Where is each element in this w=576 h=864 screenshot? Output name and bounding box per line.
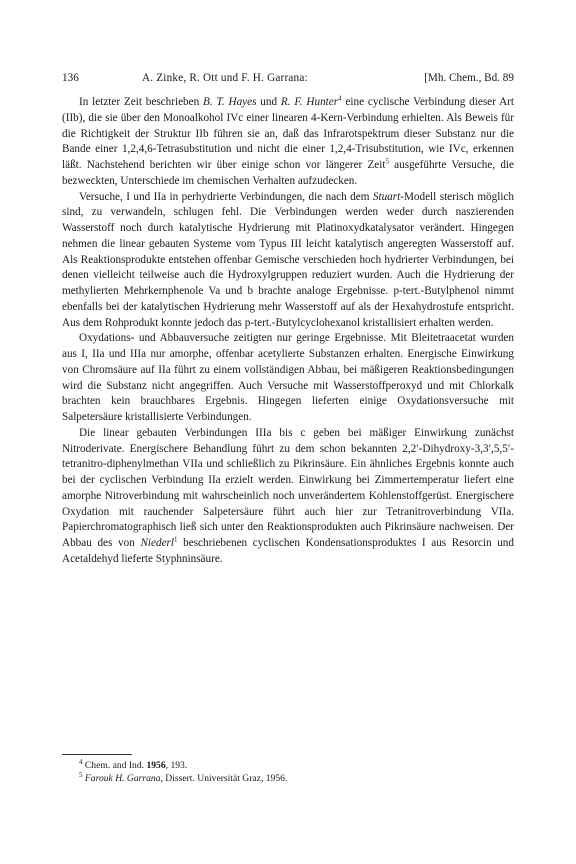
text-run: und <box>256 96 281 108</box>
text-run: Oxydations- und Abbauversuche zeitigten nur geringe Ergebnisse. Mit Bleitetraacetat wurden aus I, IIa und IIIa nur amorphe, offenbar acetylierte Substanzen erhalten. Energische Einwirkung von Chromsäure auf IIa führt zu einem vollständigen Abbau, bei mäßigeren Reaktionsbedingungen wird die Substanz nicht angegriffen. Auch Versuche mit Wasserstoffperoxyd und mit Chlorkalk brachten kein brauchbares Ergebnis. Hingegen lieferten einige Oxydationsversuche mit Salpetersäure kristallisierte Verbindungen. <box>62 332 514 423</box>
running-header <box>62 70 514 86</box>
text-run: beschriebenen cyclischen Kondensationsproduktes I aus Resorcin und Acetaldehyd lieferte Styphninsäure. <box>62 537 514 565</box>
footnote-marker: 5 <box>385 157 389 166</box>
footnotes <box>62 754 514 785</box>
footnote <box>62 772 514 785</box>
volume-number: 1956 <box>146 760 166 771</box>
header-journal: [Mh. Chem., Bd. 89 <box>424 72 514 84</box>
page-number: 136 <box>62 72 79 84</box>
text-run: , Dissert. Universität Graz, 1956. <box>160 773 288 784</box>
footnote-marker: 4 <box>338 94 342 103</box>
text-run: Chem. and Ind. <box>82 760 147 771</box>
text-run: eine cyclische Verbindung dieser Art (IIb), die sie über den Monoalkohol IVc einer linearen 4-Kern-Verbindung erhielten. Als Beweis für die Richtigkeit der Struktur IIb führen sie an, daß das Infrarotspektrum dieser Substanz nur die Bande einer 1,2,4,6-Tetrasubstitution und nicht die einer 1,2,4-Trisubstitution, wie IVc, erkennen läßt. Nachstehend berichten wir über einige schon vor längerer Zeit <box>62 96 514 171</box>
italic-name: Farouk H. Garrana <box>84 773 161 784</box>
header-authors: A. Zinke, R. Ott und F. H. Garrana: <box>142 72 308 84</box>
italic-name: R. F. Hunter <box>280 96 339 108</box>
italic-name: B. T. Hayes <box>203 96 257 108</box>
paragraph <box>62 426 514 568</box>
footnote-marker: 5 <box>79 770 83 779</box>
body-text <box>62 95 514 568</box>
text-run: -Modell sterisch möglich sind, zu verwandeln, schlugen fehl. Die Verbindungen werden weder durch naszierenden Wasserstoff noch durch katalytische Hydrierung mit Platinoxydkatalysator verändert. Hingegen nehmen die linear gebauten Systeme vom Typus III leicht katalytisch angeregten Wasserstoff auf. Als Reaktionsprodukte entstehen offenbar Gemische verschieden hoch hydrierter Verbindungen, bei denen vielleicht teilweise auch die Hydroxylgruppen reduziert wurden. Auch die Hydrierung der methylierten Mehrkernphenole Va und b brachte analoge Ergebnisse. p-tert.-Butylphenol nimmt ebenfalls bei der katalytischen Hydrierung mehr Wasserstoff auf als der Hexahydrostufe entspricht. Aus dem Rohprodukt konnte jedoch das p-tert.-Butylcyclohexanol kristallisiert erhalten werden. <box>62 190 514 329</box>
text-run: ausgeführte Versuche, die bezweckten, Unterschiede im chemischen Verhalten aufzudecken. <box>62 159 514 187</box>
italic-name: Stuart <box>372 190 401 203</box>
paragraph <box>62 95 514 190</box>
footnote-divider <box>62 754 132 755</box>
text-run: Die linear gebauten Verbindungen IIIa bis c geben bei mäßiger Einwirkung zunächst Nitroderivate. Energischere Behandlung führt zu dem schon bekannten 2,2′-Dihydroxy-3,3′,5,5′-tetranitro-diphenylmethan VIIa und schließlich zu Pikrinsäure. Ein ähnliches Ergebnis konnte auch bei der cyclischen Verbindung IIa erzielt werden. Einwirkung bei Zimmertemperatur liefert eine amorphe Nitroverbindung mit wahrscheinlich noch unverändertem Kohlenstoffgerüst. Energischere Oxydation mit rauchender Salpetersäure führt auch hier zur Tetranitroverbindung VIIa. Papierchromatographisch ließ sich unter den Reaktionsprodukten auch Pikrinsäure nachweisen. Der Abbau des von <box>62 426 514 549</box>
paragraph <box>62 190 514 332</box>
footnote-marker: 1 <box>174 535 178 544</box>
italic-name: Niederl <box>140 537 174 549</box>
text-run: Versuche, I und IIa in perhydrierte Verbindungen, die nach dem <box>79 190 373 203</box>
text-run: , 193. <box>165 760 188 771</box>
footnote <box>62 759 514 772</box>
text-run: In letzter Zeit beschrieben <box>79 96 204 108</box>
paragraph <box>62 331 514 426</box>
footnote-marker: 4 <box>79 757 83 766</box>
